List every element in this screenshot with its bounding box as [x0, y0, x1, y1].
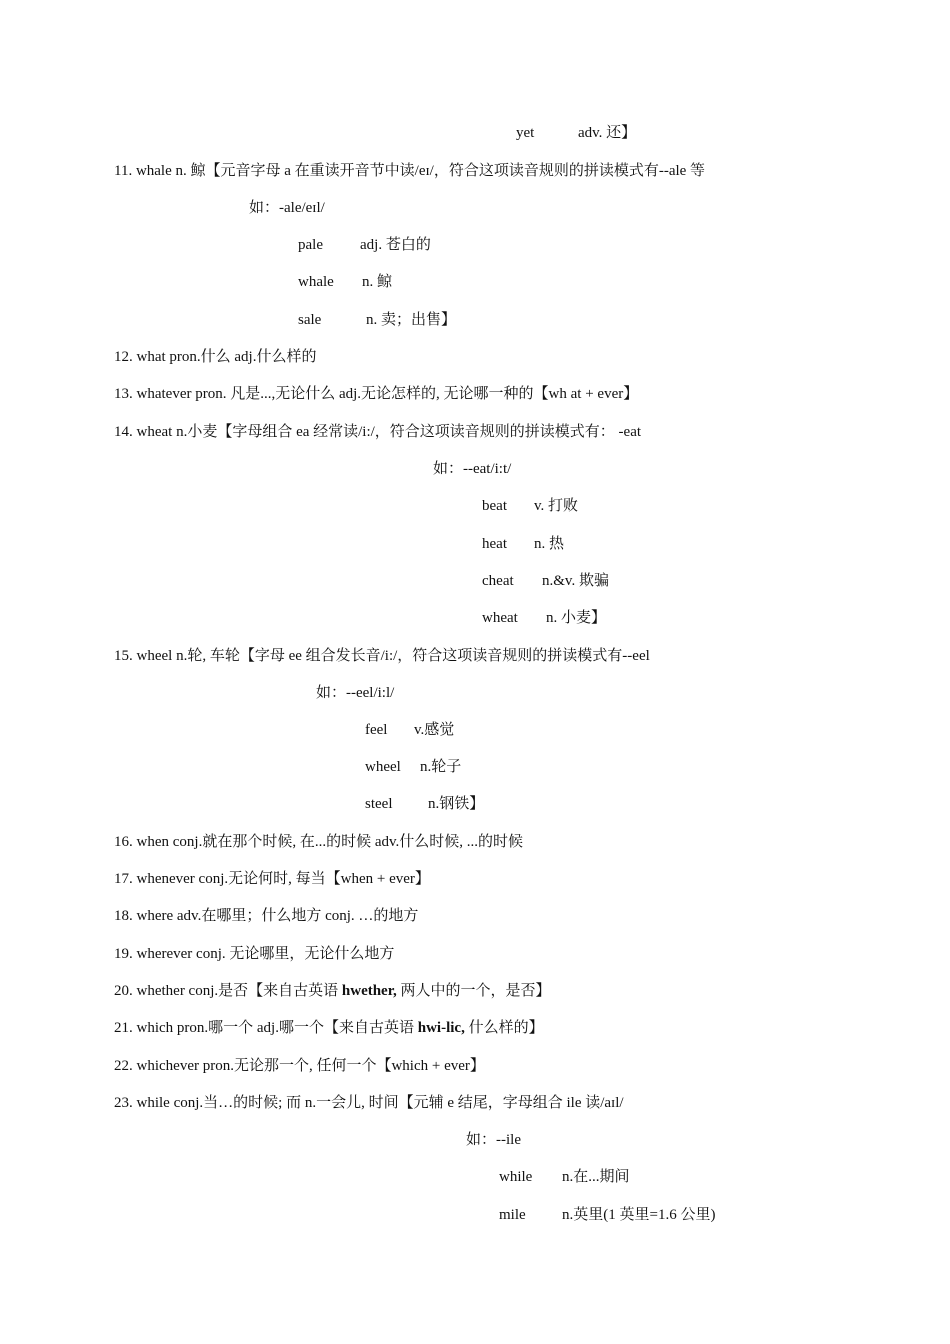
example-definition: n.钢铁】	[428, 796, 485, 812]
example-definition: v.感觉	[414, 722, 455, 738]
entry-19: 19. wherever conj. 无论哪里，无论什么地方	[114, 946, 395, 962]
entry-23: 23. while conj.当…的时候; 而 n.一会儿, 时间【元辅 e 结尾，字母组合 ile 读/aɪl/	[114, 1095, 624, 1111]
entry-20	[114, 982, 551, 1000]
entry-21-meaning: 什么样的】	[464, 1020, 544, 1036]
example-definition: n.在...期间	[562, 1169, 630, 1185]
entry-16: 16. when conj.就在那个时候, 在...的时候 adv.什么时候, ...的时候	[114, 834, 524, 850]
entry-12: 12. what pron.什么 adj.什么样的	[114, 349, 317, 365]
example-word: pale	[298, 237, 323, 253]
example-word: sale	[298, 312, 322, 328]
entry-14: 14. wheat n.小麦【字母组合 ea 经常读/i:/，符合这项读音规则的拼读模式有： -eat	[114, 424, 642, 440]
example-word: yet	[516, 125, 535, 141]
example-word: whale	[298, 274, 334, 290]
example-definition: n. 热	[534, 536, 565, 552]
example-definition: n.英里(1 英里=1.6 公里)	[562, 1207, 716, 1223]
entry-21-text: 21. which pron.哪一个 adj.哪一个【来自古英语	[114, 1020, 418, 1036]
entry-15: 15. wheel n.轮, 车轮【字母 ee 组合发长音/i:/，符合这项读音规则的拼读模式有--eel	[114, 648, 650, 664]
example-word: heat	[482, 536, 507, 552]
entry-20-text: 20. whether conj.是否【来自古英语	[114, 983, 342, 999]
entry-23-pattern: 如：--ile	[466, 1132, 521, 1148]
example-definition: adv. 还】	[578, 125, 637, 141]
entry-15-pattern: 如：--eel/i:l/	[316, 685, 395, 701]
example-definition: n.轮子	[420, 759, 462, 775]
entry-13: 13. whatever pron. 凡是...,无论什么 adj.无论怎样的, 无论哪一种的【wh at + ever】	[114, 386, 639, 402]
entry-11-pattern: 如：-ale/eɪl/	[249, 200, 325, 216]
entry-17: 17. whenever conj.无论何时, 每当【when + ever】	[114, 871, 430, 887]
example-definition: n. 卖；出售】	[366, 312, 457, 328]
example-definition: n. 小麦】	[546, 610, 607, 626]
example-word: wheel	[365, 759, 401, 775]
entry-14-pattern: 如：--eat/i:t/	[433, 461, 512, 477]
entry-21-etymon: hwi-lic,	[417, 1020, 465, 1036]
entry-20-meaning: 两人中的一个，是否】	[396, 983, 551, 999]
example-definition: n.&v. 欺骗	[542, 573, 609, 589]
entry-18: 18. where adv.在哪里；什么地方 conj. …的地方	[114, 908, 419, 924]
example-word: cheat	[482, 573, 514, 589]
entry-11: 11. whale n. 鲸【元音字母 a 在重读开音节中读/eɪ/，符合这项读音规则的拼读模式有--ale 等	[114, 163, 706, 179]
entry-21	[114, 1019, 544, 1037]
example-word: feel	[365, 722, 388, 738]
example-word: wheat	[482, 610, 518, 626]
example-word: while	[499, 1169, 533, 1185]
example-definition: v. 打败	[534, 498, 579, 514]
example-word: steel	[365, 796, 393, 812]
example-definition: adj. 苍白的	[360, 237, 431, 253]
example-word: mile	[499, 1207, 526, 1223]
entry-20-etymon: hwether,	[341, 983, 397, 999]
example-word: beat	[482, 498, 507, 514]
entry-22: 22. whichever pron.无论那一个, 任何一个【which + ever】	[114, 1058, 485, 1074]
example-definition: n. 鲸	[362, 274, 393, 290]
